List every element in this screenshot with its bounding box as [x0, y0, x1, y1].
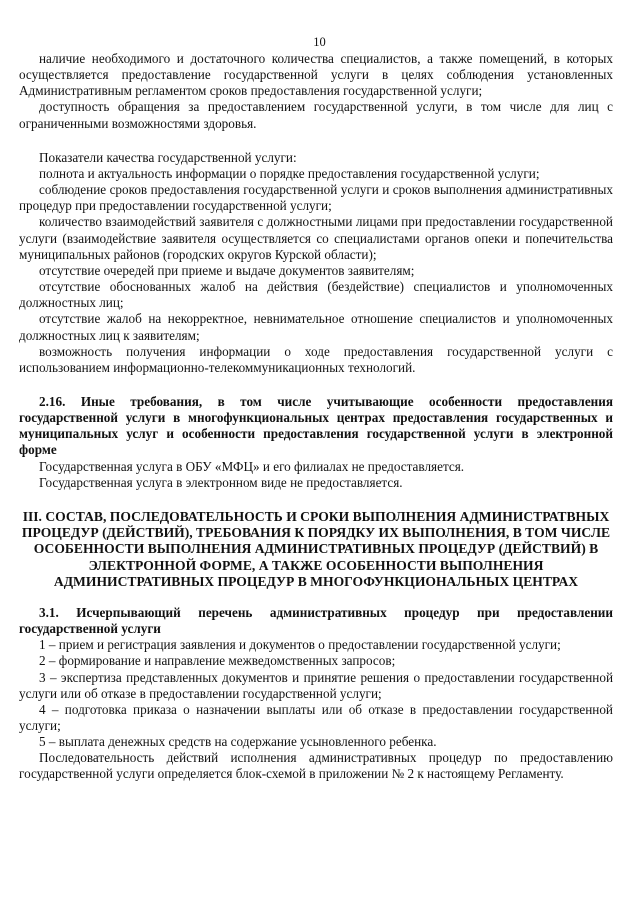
- section-2-16-heading: 2.16. Иные требования, в том числе учитывающие особенности предоставления государственной услуги в многофункциональных центрах предоставления государственных и муниципальных услуг и особенности предоставления государственной услуги в электронной форме: [19, 393, 613, 458]
- quality-item: отсутствие жалоб на некорректное, невнимательное отношение специалистов и уполномоченных должностных лиц к заявителям;: [19, 311, 613, 343]
- quality-item: полнота и актуальность информации о порядке предоставления государственной услуги;: [39, 165, 540, 181]
- page-number: 10: [313, 35, 326, 49]
- section-iii-title: III. СОСТАВ, ПОСЛЕДОВАТЕЛЬНОСТЬ И СРОКИ ВЫПОЛНЕНИЯ АДМИНИСТРАТВНЫХ ПРОЦЕДУР (ДЕЙСТВИЙ), ТРЕБОВАНИЯ К ПОРЯДКУ ИХ ВЫПОЛНЕНИЯ, В ТОМ ЧИСЛЕ ОСОБЕННОСТИ ВЫПОЛНЕНИЯ АДМИНИСТРАТИВНЫХ ПРОЦЕДУР (ДЕЙСТВИЙ) В ЭЛЕКТРОННОЙ ФОРМЕ, А ТАКЖЕ ОСОБЕННОСТИ ВЫПОЛНЕНИЯ АДМИНИСТРАТИВНЫХ ПРОЦЕДУР В МНОГОФУНКЦИОНАЛЬНЫХ ЦЕНТРАХ: [21, 508, 611, 589]
- procedure-item: 3 – экспертиза представленных документов и принятие решения о предоставлении государственной услуги или об отказе в предоставлении государственной услуги;: [19, 669, 613, 701]
- section-3-1-closing: Последовательность действий исполнения административных процедур по предоставлению государственной услуги определяется блок-схемой в приложении № 2 к настоящему Регламенту.: [19, 750, 613, 782]
- section-2-16-line: Государственная услуга в электронном виде не предоставляется.: [39, 474, 403, 490]
- section-2-16-line: Государственная услуга в ОБУ «МФЦ» и его филиалах не предоставляется.: [39, 458, 465, 474]
- procedure-item: 1 – прием и регистрация заявления и документов о предоставлении государственной услуги;: [39, 637, 561, 653]
- page-body: [19, 51, 613, 783]
- quality-item: отсутствие обоснованных жалоб на действия (бездействие) специалистов и уполномоченных должностных лиц;: [19, 279, 613, 311]
- paragraph-accessibility: доступность обращения за предоставлением государственной услуги, в том числе для лиц с ограниченными возможностями здоровья.: [19, 99, 613, 131]
- quality-item: соблюдение сроков предоставления государственной услуги и сроков выполнения административных процедур при предоставлении государственной услуги;: [19, 182, 613, 214]
- paragraph-specialists: наличие необходимого и достаточного количества специалистов, а также помещений, в которых осуществляется предоставление государственной услуги в целях соблюдения установленных Административным регламентом сроков предоставления государственной услуги;: [19, 51, 613, 99]
- procedure-item: 5 – выплата денежных средств на содержание усыновленного ребенка.: [39, 734, 437, 750]
- quality-item: количество взаимодействий заявителя с должностными лицами при предоставлении государственной услуги (взаимодействие заявителя осуществляется со специалистами органов опеки и попечительства муниципальных районов (городских округов Курской области);: [19, 214, 613, 262]
- procedure-item: 2 – формирование и направление межведомственных запросов;: [39, 653, 396, 669]
- procedure-item: 4 – подготовка приказа о назначении выплаты или об отказе в предоставлении государственной услуги;: [19, 701, 613, 734]
- quality-title: Показатели качества государственной услуги:: [39, 149, 297, 165]
- quality-item: возможность получения информации о ходе предоставления государственной услуги с использованием информационно-телекоммуникационных технологий.: [19, 343, 613, 375]
- section-3-1-heading: 3.1. Исчерпывающий перечень административных процедур при предоставлении государственной услуги: [19, 604, 613, 637]
- quality-item: отсутствие очередей при приеме и выдаче документов заявителям;: [39, 262, 415, 278]
